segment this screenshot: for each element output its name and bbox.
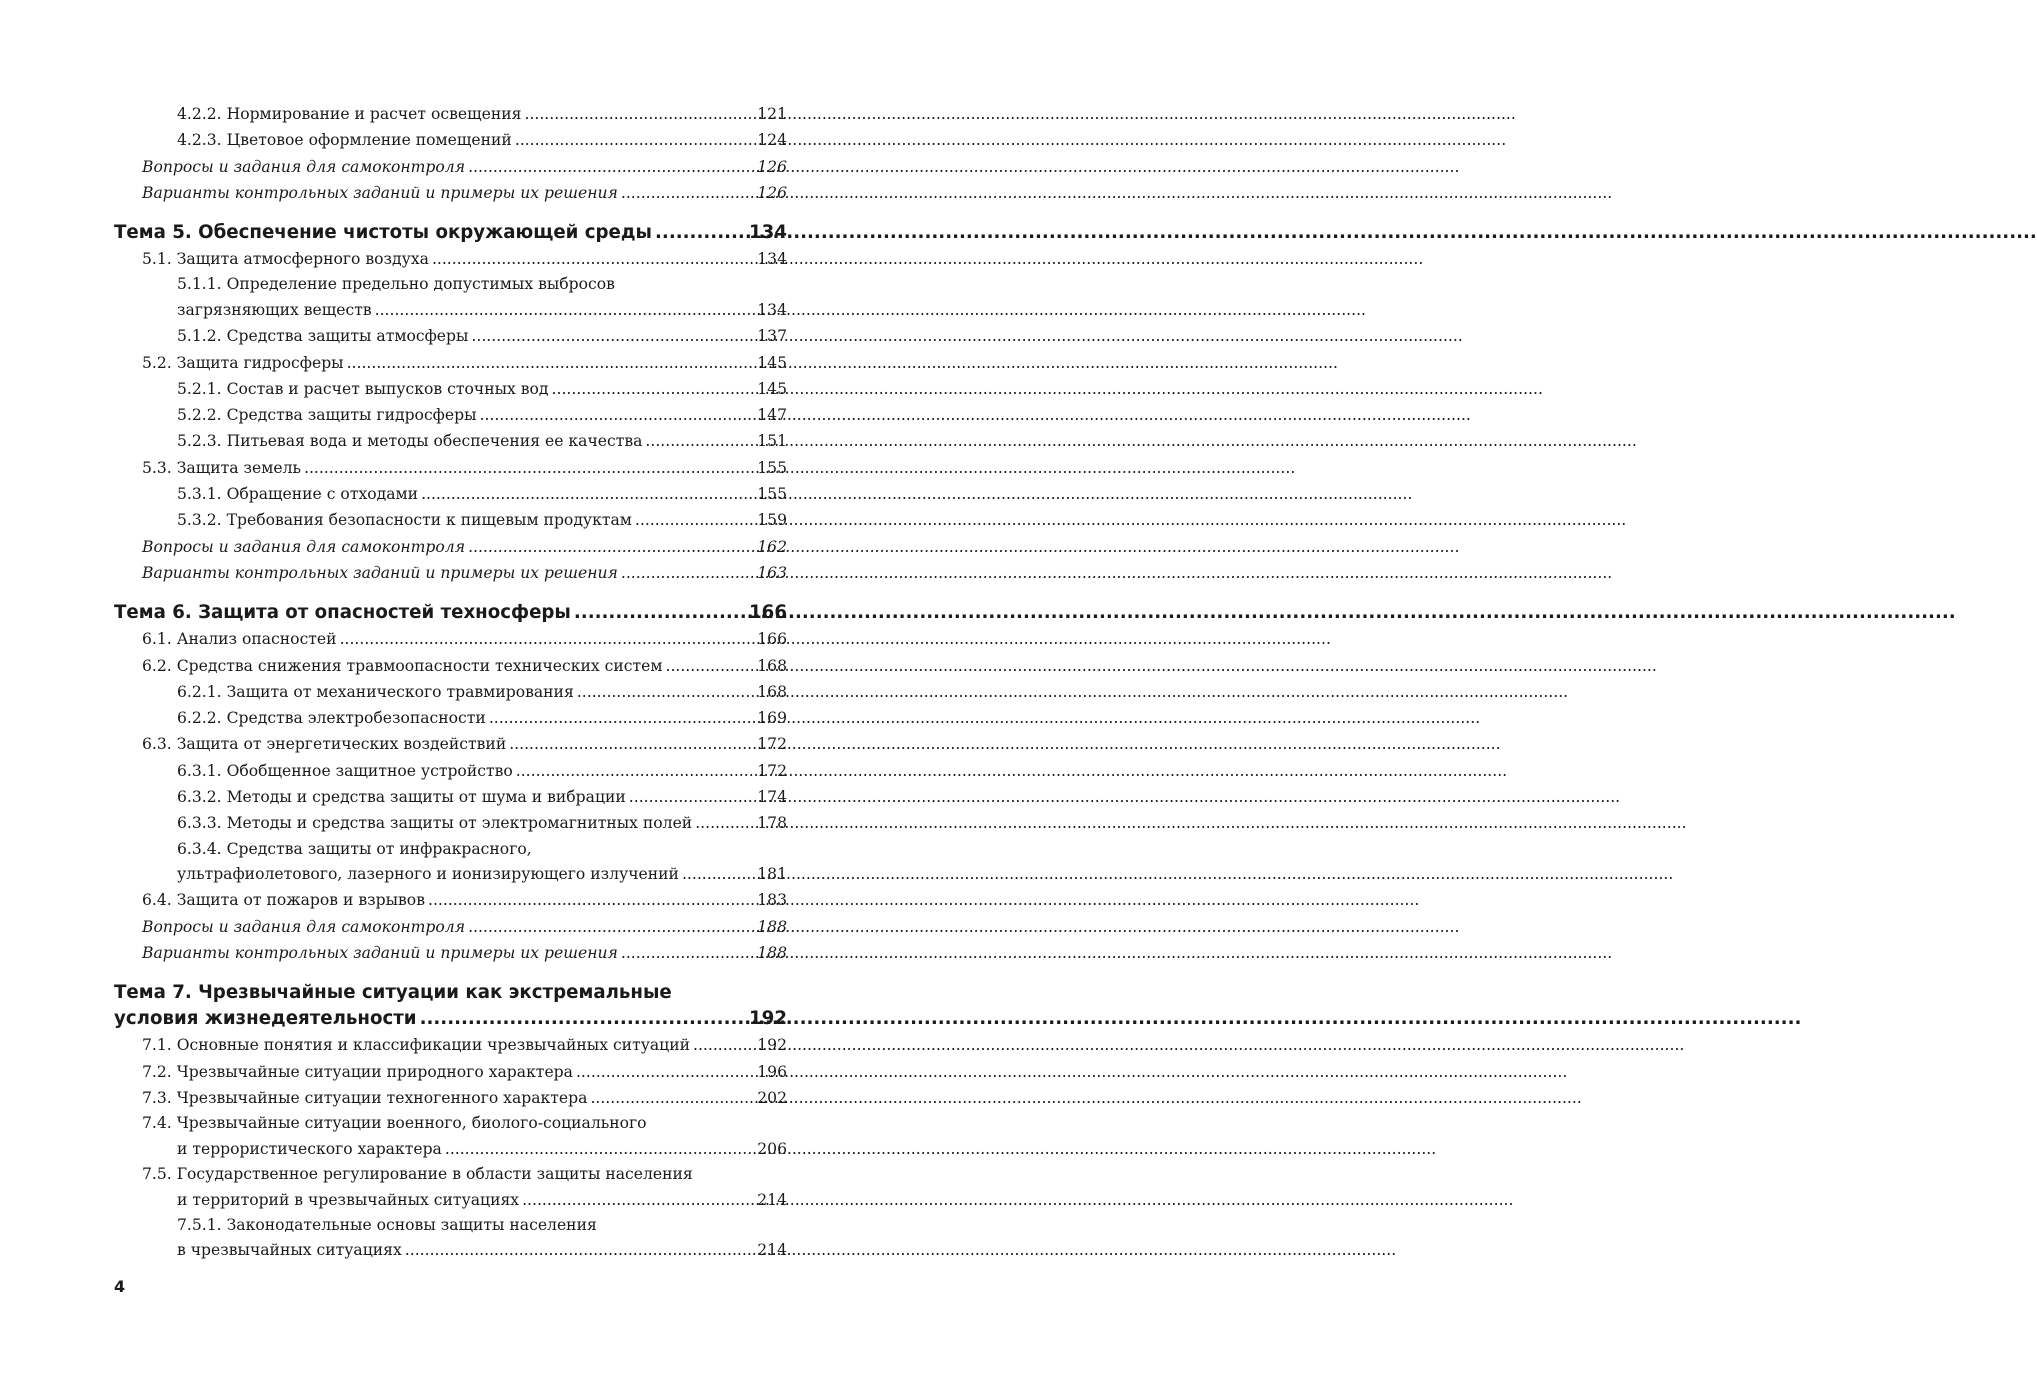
toc-topic-6[interactable] [114,600,787,626]
toc-entry-label-line1: 6.3.4. Средства защиты от инфракрасного, [177,839,532,858]
leader-dots [428,887,755,913]
toc-entry-page: 147 [757,406,787,425]
toc-entry-page: 178 [757,814,787,833]
leader-dots [577,679,755,705]
toc-entry-page: 168 [757,682,787,701]
toc-entry-page: 196 [757,1062,787,1081]
toc-entry-page: 168 [757,656,787,675]
toc-entry-page: 172 [757,761,787,780]
toc-entry-page: 183 [757,891,787,910]
toc-entry-label: 5.2.1. Состав и расчет выпусков сточных вод [177,379,549,398]
toc-entry[interactable] [114,481,787,507]
leader-dots [522,1187,755,1213]
toc-entry-label: 6.3. Защита от энергетических воздействий [142,735,507,754]
leader-dots [471,323,755,349]
toc-entry-page: 166 [757,630,787,649]
leader-dots [489,705,755,731]
toc-entry[interactable] [114,455,787,481]
table-of-contents [114,101,787,1264]
toc-entry[interactable] [114,1032,787,1058]
toc-entry-label: ультрафиолетового, лазерного и ионизирующего излучений [177,865,679,884]
toc-entry-label: 6.3.2. Методы и средства защиты от шума и вибрации [177,788,626,807]
toc-entry-label: и территорий в чрезвычайных ситуациях [177,1190,520,1209]
toc-entry-label: 5.3. Защита земель [142,458,301,477]
leader-dots [621,940,755,966]
leader-dots [574,600,747,626]
toc-entry-page: 192 [757,1036,787,1055]
toc-entry[interactable] [114,350,787,376]
toc-entry-label-line1: 7.5.1. Законодательные основы защиты населения [177,1215,597,1234]
toc-entry[interactable] [114,127,787,153]
toc-entry[interactable] [114,731,787,757]
toc-entry-label: 6.2.2. Средства электробезопасности [177,709,486,728]
toc-entry-label: Вопросы и задания для самоконтроля [142,157,466,176]
toc-entry-page: 151 [757,432,787,451]
toc-entry-page: 174 [757,788,787,807]
leader-dots [576,1059,755,1085]
toc-topic-label-line1: Тема 7. Чрезвычайные ситуации как экстремальные [114,982,672,1004]
leader-dots [509,731,755,757]
leader-dots [645,428,755,454]
toc-entry-page: 188 [757,944,787,963]
toc-topic-label: Тема 6. Защита от опасностей техносферы [114,602,571,624]
leader-dots [432,246,755,272]
toc-entry[interactable] [114,653,787,679]
leader-dots [621,180,755,206]
toc-entry-label: Варианты контрольных заданий и примеры их решения [142,183,618,202]
toc-entry[interactable] [114,758,787,784]
toc-entry-label: 5.2.3. Питьевая вода и методы обеспечения ее качества [177,432,643,451]
toc-entry-label: 7.3. Чрезвычайные ситуации техногенного характера [142,1088,588,1107]
toc-entry-label: в чрезвычайных ситуациях [177,1241,402,1260]
toc-entry-self-check[interactable] [114,914,787,940]
toc-entry-label: 4.2.3. Цветовое оформление помещений [177,131,512,150]
toc-entry[interactable] [114,784,787,810]
leader-dots [635,507,755,533]
toc-entry-label: 6.2.1. Защита от механического травмирования [177,682,574,701]
leader-dots [468,154,755,180]
toc-topic-page: 192 [749,1008,787,1030]
toc-entry-self-check[interactable] [114,534,787,560]
toc-entry[interactable] [114,323,787,349]
leader-dots [621,560,755,586]
toc-entry-page: 206 [757,1139,787,1158]
toc-entry-label: 6.4. Защита от пожаров и взрывов [142,891,425,910]
toc-entry[interactable] [114,1187,787,1213]
leader-dots [665,653,755,679]
toc-entry-page: 145 [757,353,787,372]
toc-entry[interactable] [114,1237,787,1263]
toc-entry-label: 6.2. Средства снижения травмоопасности технических систем [142,656,663,675]
toc-entry[interactable] [114,705,787,731]
leader-dots [375,297,756,323]
toc-entry[interactable] [114,1085,787,1111]
leader-dots [552,376,756,402]
toc-entry-label: Варианты контрольных заданий и примеры их решения [142,563,618,582]
toc-entry-page: 202 [757,1088,787,1107]
toc-entry[interactable] [114,297,787,323]
toc-entry-variants[interactable] [114,560,787,586]
toc-entry-page: 163 [757,563,787,582]
toc-topic-label: условия жизнедеятельности [114,1008,417,1030]
toc-entry[interactable] [114,887,787,913]
toc-entry-label: 5.2.2. Средства защиты гидросферы [177,406,477,425]
leader-dots [468,534,755,560]
toc-entry[interactable] [114,810,787,836]
toc-entry-page: 137 [757,327,787,346]
leader-dots [524,101,755,127]
toc-entry[interactable] [114,402,787,428]
toc-entry-label: загрязняющих веществ [177,300,372,319]
toc-entry-page: 134 [757,300,787,319]
toc-entry-page: 145 [757,379,787,398]
toc-topic-7[interactable] [114,1006,787,1032]
toc-entry-label: 6.3.3. Методы и средства защиты от электромагнитных полей [177,814,693,833]
toc-entry-self-check[interactable] [114,154,787,180]
leader-dots [340,626,756,652]
toc-entry-label: 5.3.1. Обращение с отходами [177,485,419,504]
leader-dots [347,350,756,376]
leader-dots [693,1032,755,1058]
leader-dots [515,127,755,153]
toc-entry[interactable] [114,101,787,127]
toc-entry-label: и террористического характера [177,1139,442,1158]
leader-dots [468,914,755,940]
toc-entry[interactable] [114,1059,787,1085]
toc-entry-label: 7.1. Основные понятия и классификации чрезвычайных ситуаций [142,1036,690,1055]
toc-entry-label: 6.1. Анализ опасностей [142,630,337,649]
toc-entry-page: 121 [757,105,787,123]
toc-entry-label: Варианты контрольных заданий и примеры их решения [142,944,618,963]
toc-entry-label-line1: 7.5. Государственное регулирование в области защиты населения [142,1165,693,1183]
toc-entry-label: 5.3.2. Требования безопасности к пищевым продуктам [177,511,632,530]
toc-entry[interactable] [114,1136,787,1162]
toc-entry[interactable] [114,246,787,272]
toc-entry[interactable] [114,428,787,454]
page-number: 4 [114,1277,126,1296]
toc-entry-label-line1: 7.4. Чрезвычайные ситуации военного, биолого-социального [142,1114,647,1133]
toc-entry-variants[interactable] [114,180,787,206]
leader-dots [480,402,756,428]
toc-entry-page: 124 [757,131,787,150]
leader-dots [420,1006,747,1032]
toc-topic-page: 134 [749,222,787,244]
toc-entry-page: 126 [757,157,787,176]
toc-entry[interactable] [114,507,787,533]
toc-entry-page: 214 [757,1241,787,1260]
toc-entry-label: 5.1.2. Средства защиты атмосферы [177,327,469,346]
toc-entry[interactable] [114,679,787,705]
leader-dots [682,861,755,887]
toc-entry-page: 126 [757,183,787,202]
toc-entry-label: 5.1. Защита атмосферного воздуха [142,250,429,269]
toc-entry-page: 134 [757,250,787,269]
toc-entry-variants[interactable] [114,940,787,966]
leader-dots [695,810,755,836]
toc-entry-label: 7.2. Чрезвычайные ситуации природного характера [142,1062,573,1081]
toc-entry-label: 4.2.2. Нормирование и расчет освещения [177,105,522,123]
toc-entry-page: 162 [757,537,787,556]
toc-entry[interactable] [114,861,787,887]
toc-entry-page: 159 [757,511,787,530]
leader-dots [629,784,755,810]
toc-entry-label-line1: 5.1.1. Определение предельно допустимых выбросов [177,275,615,294]
leader-dots [590,1085,755,1111]
toc-entry-page: 155 [757,485,787,504]
toc-entry-page: 155 [757,458,787,477]
toc-entry-label: Вопросы и задания для самоконтроля [142,537,466,556]
leader-dots [445,1136,755,1162]
toc-topic-5[interactable] [114,220,787,246]
leader-dots [304,455,755,481]
toc-entry-label: 5.2. Защита гидросферы [142,353,344,372]
leader-dots [516,758,755,784]
leader-dots [421,481,755,507]
toc-entry-page: 188 [757,917,787,936]
toc-entry[interactable] [114,626,787,652]
toc-entry-page: 172 [757,735,787,754]
toc-entry-page: 181 [757,865,787,884]
toc-entry-label: Вопросы и задания для самоконтроля [142,917,466,936]
leader-dots [655,220,747,246]
toc-entry-page: 214 [757,1190,787,1209]
toc-entry-label: 6.3.1. Обобщенное защитное устройство [177,761,513,780]
toc-entry[interactable] [114,376,787,402]
leader-dots [405,1237,755,1263]
toc-entry-page: 169 [757,709,787,728]
toc-topic-label: Тема 5. Обеспечение чистоты окружающей среды [114,222,653,244]
toc-topic-page: 166 [749,602,787,624]
